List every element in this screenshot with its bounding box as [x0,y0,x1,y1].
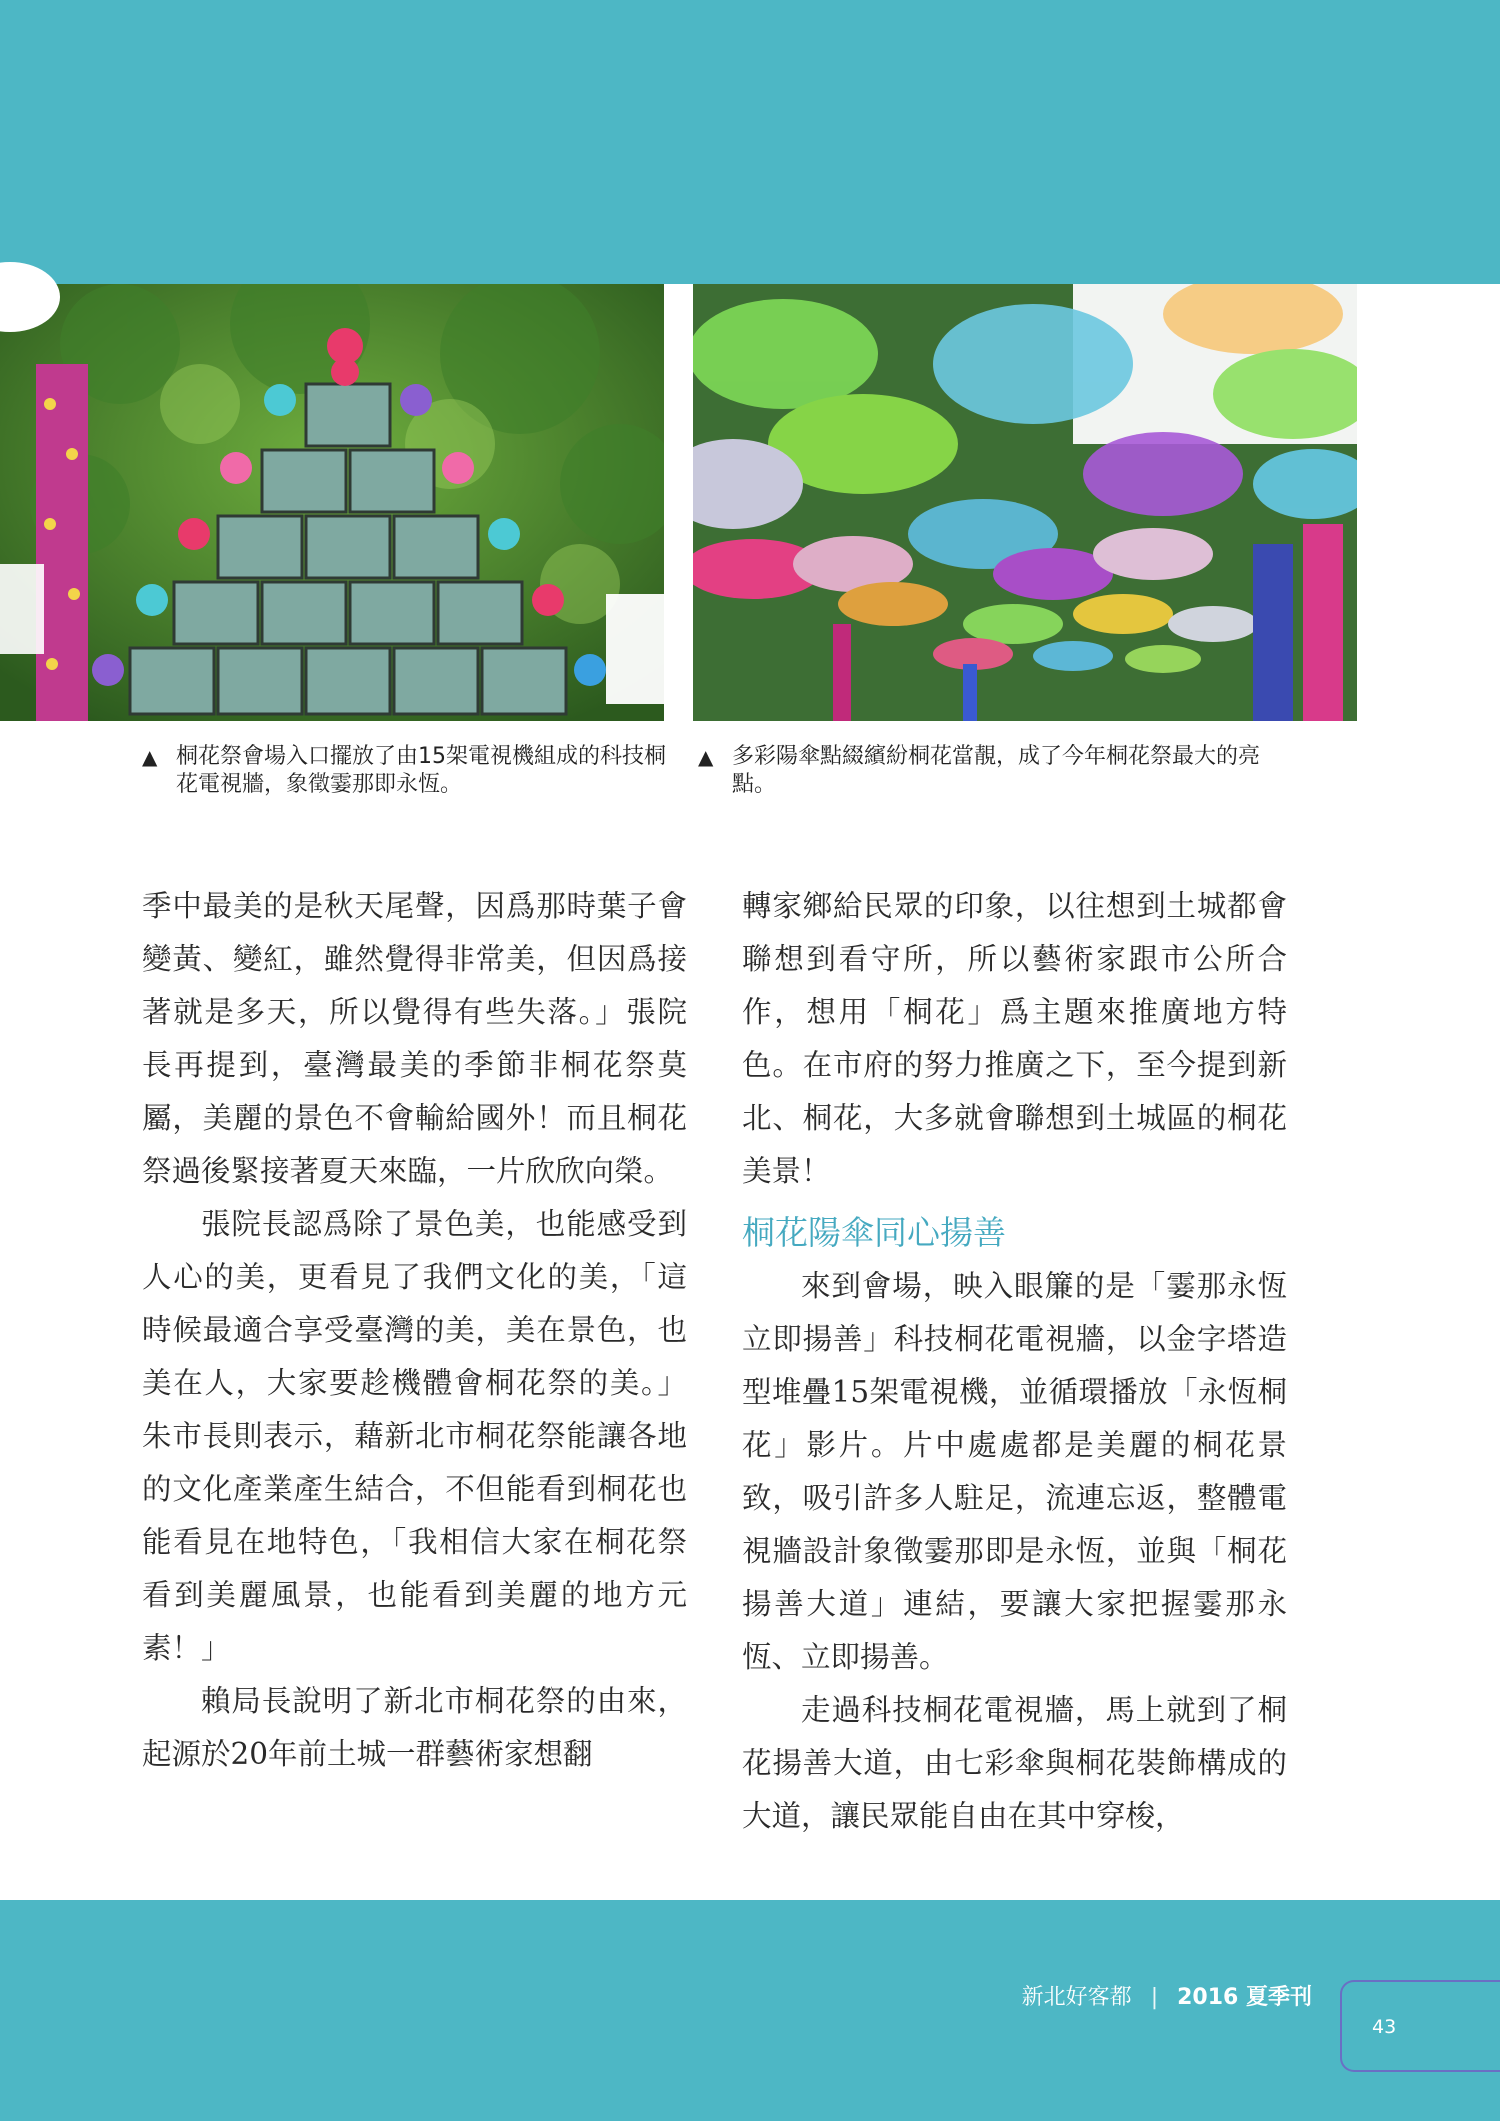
photo-umbrellas [693,284,1357,721]
issue-label: 2016 夏季刊 [1177,1985,1312,2010]
paragraph: 季中最美的是秋天尾聲，因爲那時葉子會變黃、變紅，雖然覺得非常美，但因爲接著就是多天，所以覺得有些失落。」張院長再提到，臺灣最美的季節非桐花祭莫屬，美麗的景色不會輸給國外！而且桐花祭過後緊接著夏天來臨，一片欣欣向榮。 [142,889,687,1188]
umbrellas-illustration [693,284,1357,721]
caption-right-text: 多彩陽傘點綴繽紛桐花當靚，成了今年桐花祭最大的亮點。 [732,744,1261,797]
caption-right [698,743,1298,799]
caption-marker-icon: ▲ [142,745,158,769]
article-column-right [742,880,1287,1843]
paragraph: 來到會場，映入眼簾的是「霎那永恆立即揚善」科技桐花電視牆，以金字塔造型堆疊15架電視機，並循環播放「永恆桐花」影片。片中處處都是美麗的桐花景致，吸引許多人駐足，流連忘返，整體電視牆設計象徵霎那即是永恆，並與「桐花揚善大道」連結，要讓大家把握霎那永恆、立即揚善。 [742,1269,1287,1674]
top-color-band [0,0,1500,284]
tv-wall-illustration [0,284,664,721]
caption-left-text: 桐花祭會場入口擺放了由15架電視機組成的科技桐花電視牆，象徵霎那即永恆。 [176,744,666,797]
caption-marker-icon: ▲ [698,745,714,769]
photo-tv-wall [0,284,664,721]
magazine-name: 新北好客都 [1021,1985,1132,2010]
paragraph: 賴局長說明了新北市桐花祭的由來，起源於20年前土城一群藝術家想翻 [142,1684,687,1771]
page-number-frame [1340,1980,1500,2072]
footer-separator: | [1150,1985,1159,2010]
footer-magazine-info [1022,1980,1312,2011]
caption-left [142,743,682,799]
paragraph: 走過科技桐花電視牆，馬上就到了桐花揚善大道，由七彩傘與桐花裝飾構成的大道，讓民眾能自由在其中穿梭， [742,1693,1287,1833]
article-column-left [142,880,687,1781]
paragraph: 轉家鄉給民眾的印象，以往想到土城都會聯想到看守所，所以藝術家跟市公所合作，想用「桐花」爲主題來推廣地方特色。在市府的努力推廣之下，至今提到新北、桐花，大多就會聯想到土城區的桐花美景！ [742,889,1287,1188]
section-heading: 桐花陽傘同心揚善 [742,1213,1006,1252]
paragraph: 張院長認爲除了景色美，也能感受到人心的美，更看見了我們文化的美，「這時候最適合享受臺灣的美，美在景色，也美在人，大家要趁機體會桐花祭的美。」朱市長則表示，藉新北市桐花祭能讓各地的文化產業產生結合，不但能看到桐花也能看見在地特色，「我相信大家在桐花祭看到美麗風景，也能看到美麗的地方元素！」 [142,1207,687,1665]
page-number: 43 [1372,2016,1397,2038]
